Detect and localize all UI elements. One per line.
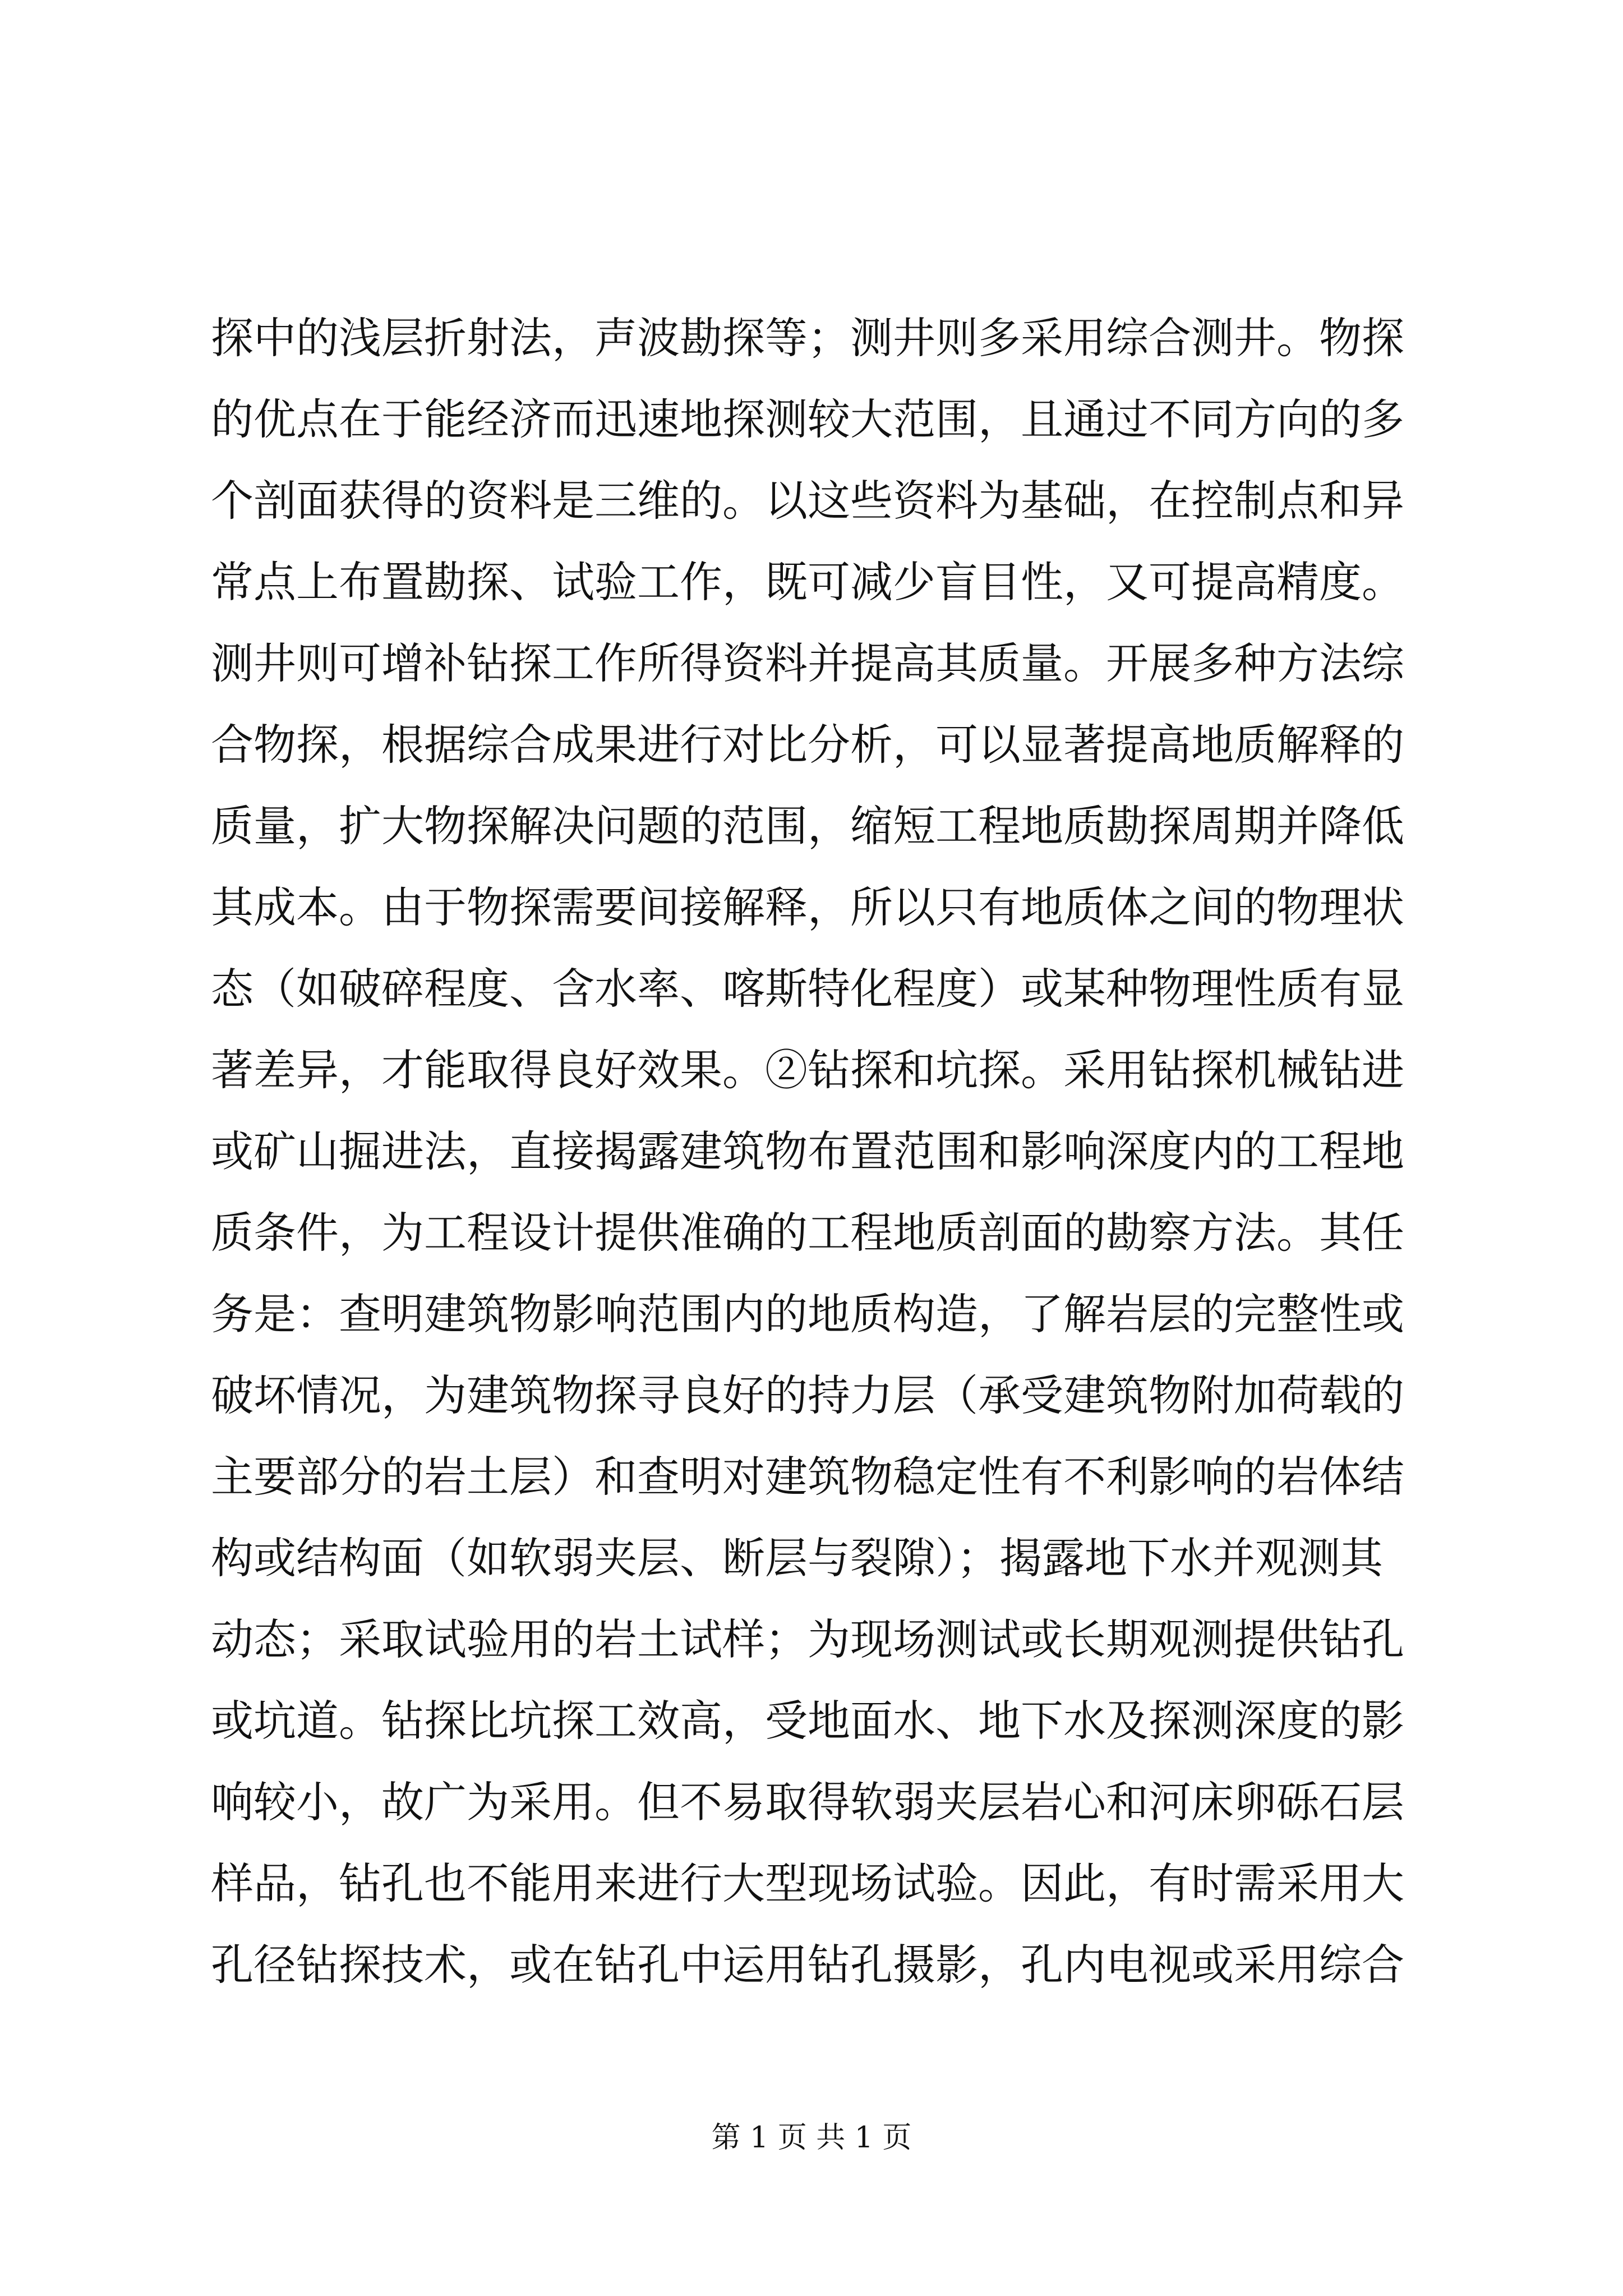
text-line: 态（如破碎程度、含水率、喀斯特化程度）或某种物理性质有显 — [211, 964, 1404, 1014]
page-footer: 第 1 页 共 1 页 — [711, 2121, 912, 2155]
text-line: 或矿山掘进法，直接揭露建筑物布置范围和影响深度内的工程地 — [211, 1126, 1404, 1176]
text-line: 动态；采取试验用的岩土试样；为现场测试或长期观测提供钻孔 — [211, 1614, 1404, 1664]
text-line: 构或结构面（如软弱夹层、断层与裂隙）；揭露地下水并观测其 — [211, 1533, 1383, 1583]
text-line: 测井则可增补钻探工作所得资料并提高其质量。开展多种方法综 — [211, 638, 1404, 688]
text-line: 破坏情况，为建筑物探寻良好的持力层（承受建筑物附加荷载的 — [211, 1370, 1404, 1420]
text-line: 质量，扩大物探解决问题的范围，缩短工程地质勘探周期并降低 — [211, 801, 1404, 851]
text-line: 常点上布置勘探、试验工作，既可减少盲目性，又可提高精度。 — [211, 557, 1404, 607]
text-line: 合物探，根据综合成果进行对比分析，可以显著提高地质解释的 — [211, 720, 1404, 770]
text-line: 著差异，才能取得良好效果。②钻探和坑探。采用钻探机械钻进 — [211, 1045, 1404, 1095]
body-text — [211, 297, 1428, 2005]
text-line: 质条件，为工程设计提供准确的工程地质剖面的勘察方法。其任 — [211, 1208, 1404, 1258]
text-line: 的优点在于能经济而迅速地探测较大范围，且通过不同方向的多 — [211, 394, 1404, 444]
text-line: 探中的浅层折射法，声波勘探等；测井则多采用综合测井。物探 — [211, 313, 1404, 363]
text-line: 样品，钻孔也不能用来进行大型现场试验。因此，有时需采用大 — [211, 1858, 1404, 1908]
text-line: 或坑道。钻探比坑探工效高，受地面水、地下水及探测深度的影 — [211, 1696, 1404, 1746]
text-line: 务是：查明建筑物影响范围内的地质构造，了解岩层的完整性或 — [211, 1289, 1404, 1339]
text-line: 响较小，故广为采用。但不易取得软弱夹层岩心和河床卵砾石层 — [211, 1777, 1404, 1827]
text-line: 个剖面获得的资料是三维的。以这些资料为基础，在控制点和异 — [211, 476, 1404, 526]
text-line: 孔径钻探技术，或在钻孔中运用钻孔摄影，孔内电视或采用综合 — [211, 1940, 1404, 1990]
text-line: 其成本。由于物探需要间接解释，所以只有地质体之间的物理状 — [211, 882, 1404, 932]
text-line: 主要部分的岩土层）和查明对建筑物稳定性有不利影响的岩体结 — [211, 1452, 1404, 1502]
